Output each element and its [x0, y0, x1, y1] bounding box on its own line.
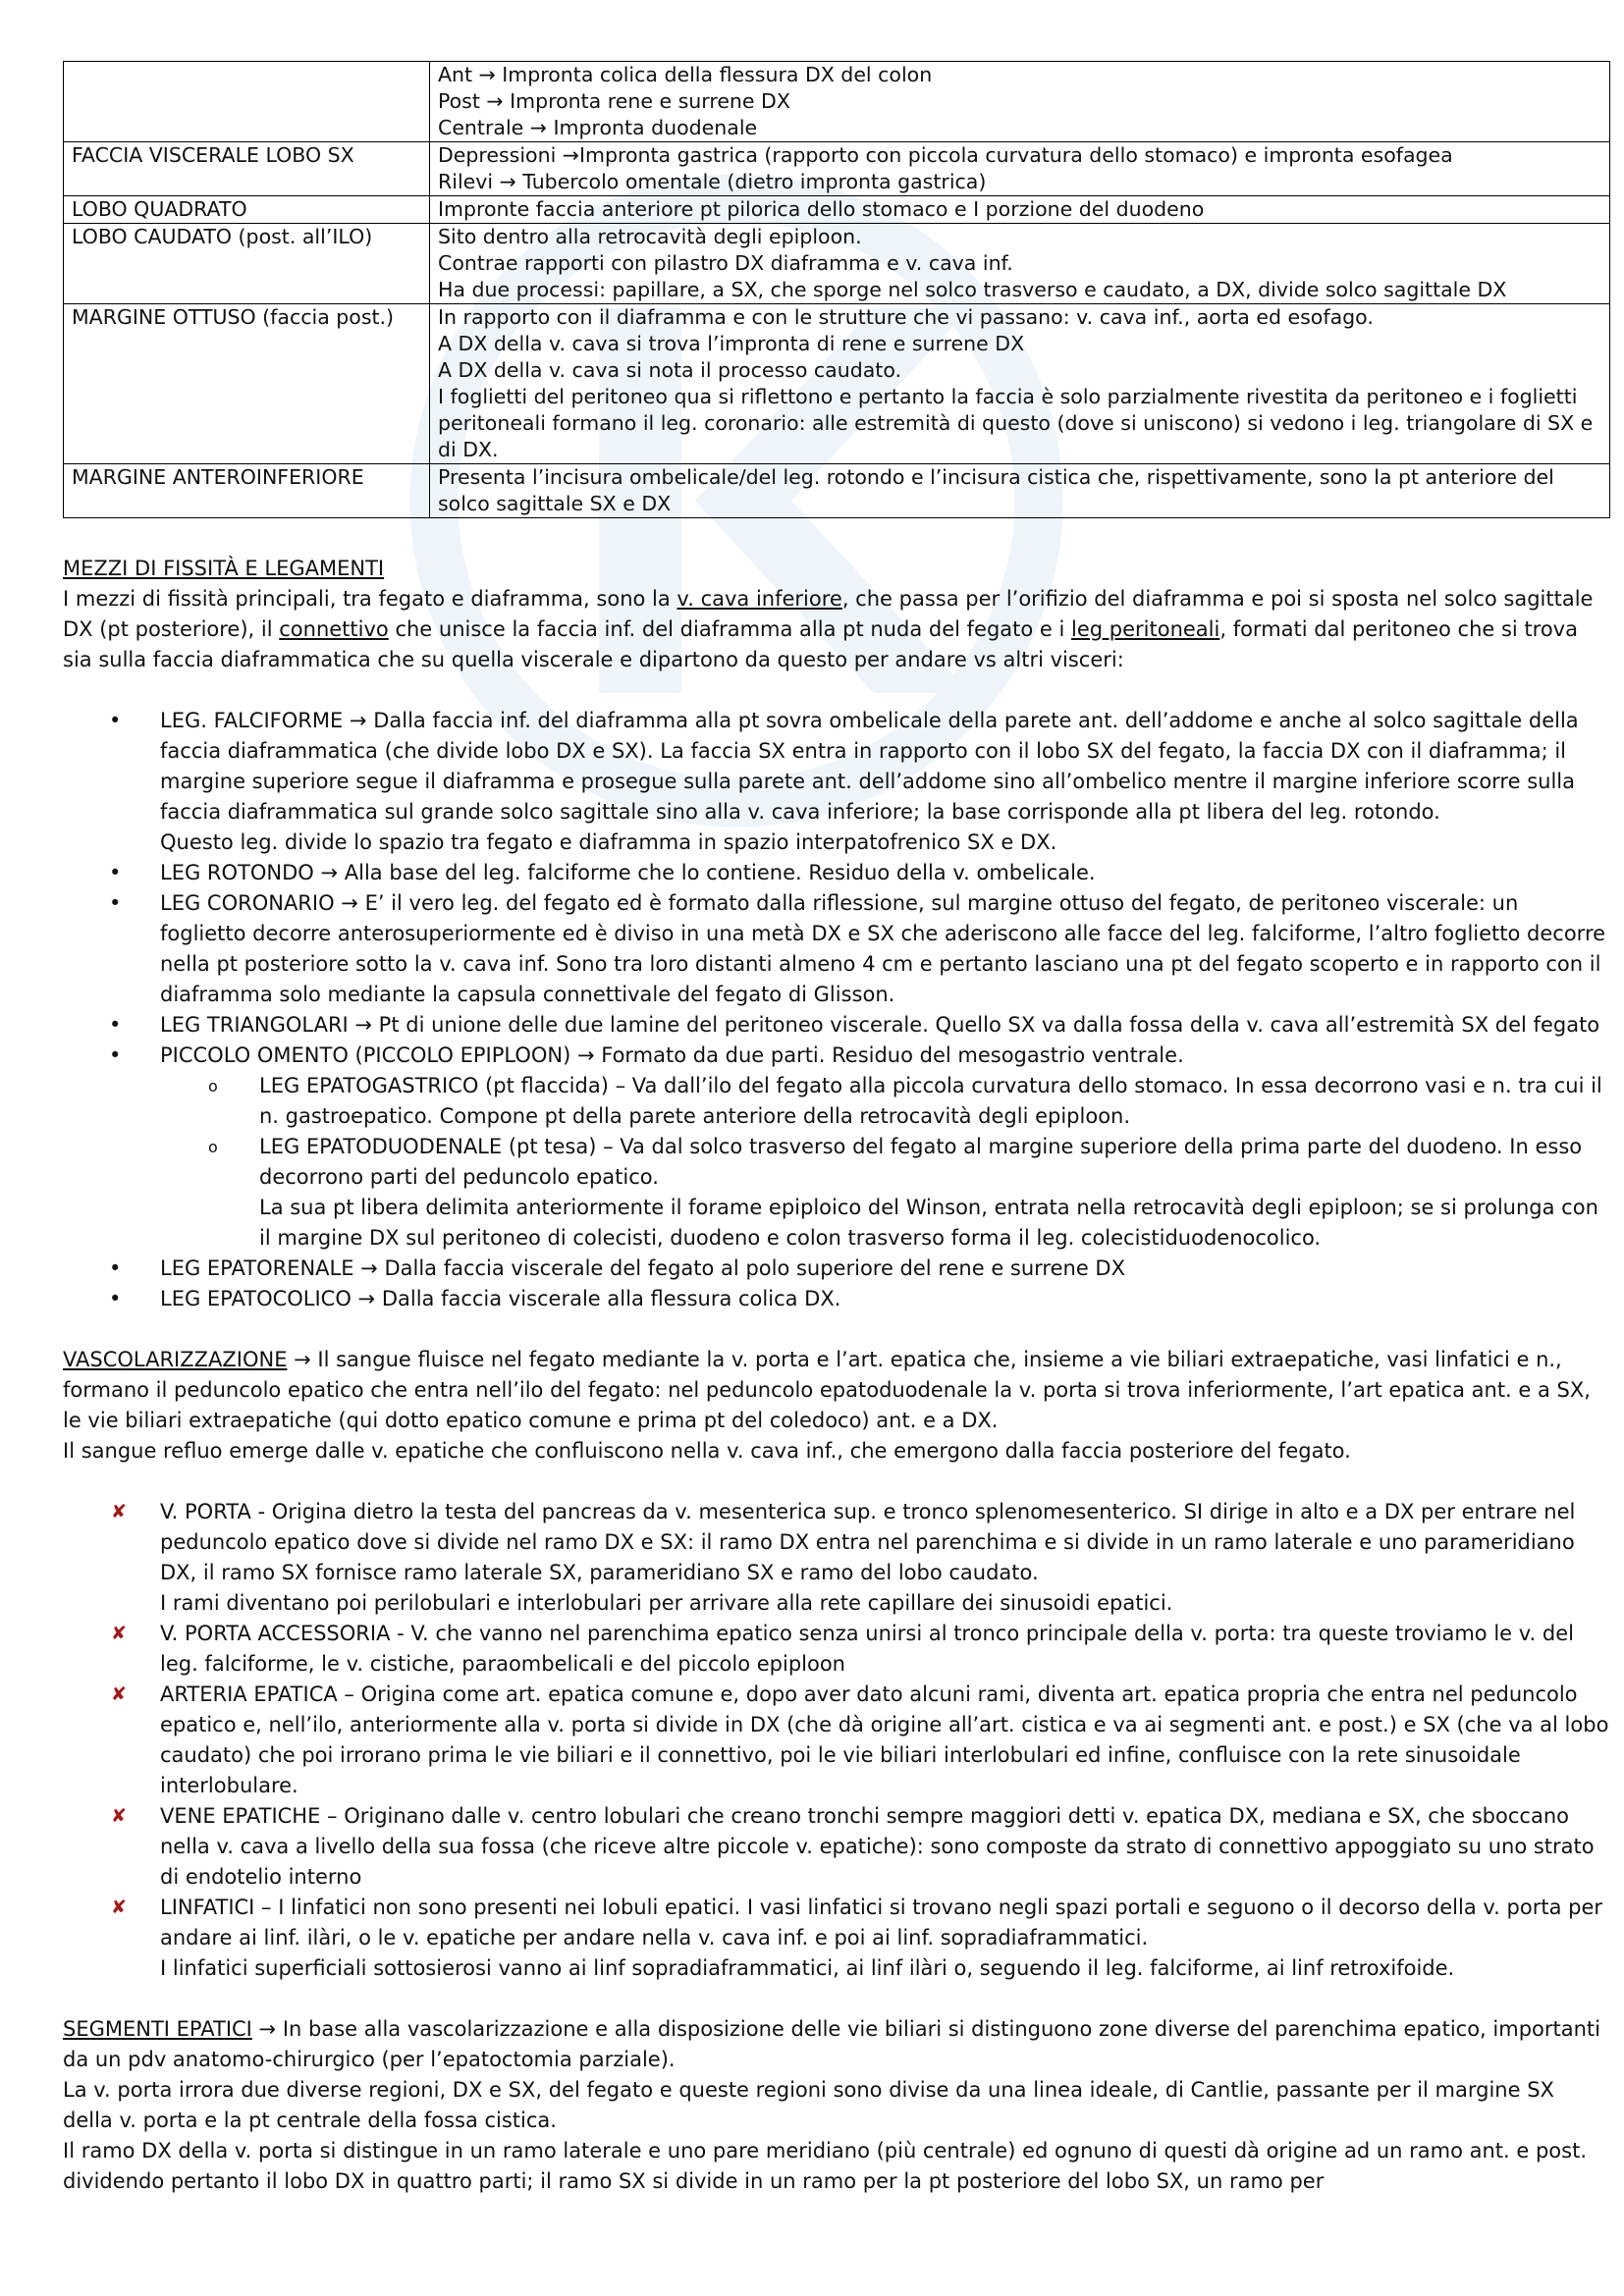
cell-line: Impronte faccia anteriore pt pilorica dello stomaco e I porzione del duodeno [438, 197, 1205, 221]
text-span: → In base alla vascolarizzazione e alla disposizione delle vie biliari si distinguono zone diverse del parenchima epatico, importanti da un pdv anatomo-chirurgico (per l’epatoctomia parziale). [63, 2017, 1600, 2071]
table-cell-label [64, 62, 430, 142]
table-cell-content [430, 196, 1610, 224]
table-row [64, 62, 1610, 142]
table-cell-label: MARGINE ANTEROINFERIORE [64, 464, 430, 518]
item-continuation: I rami diventano poi perilobulari e interlobulari per arrivare alla rete capillare dei sinusoidi epatici. [160, 1591, 1173, 1615]
table-row [64, 224, 1610, 304]
vessel-list [63, 1497, 1610, 1984]
ligament-list [63, 706, 1610, 1314]
paragraph: Il sangue refluo emerge dalle v. epatiche che confluiscono nella v. cava inf., che emergono dalla faccia posteriore del fegato. [63, 1439, 1351, 1463]
list-item [63, 888, 1610, 1010]
paragraph: Il ramo DX della v. porta si distingue in un ramo laterale e uno pare meridiano (più centrale) ed ognuno di questi dà origine ad un ramo ant. e post. dividendo pertanto il lobo DX in quattro parti; il ramo SX si divide in un ramo per la pt posteriore del lobo SX, un ramo per [63, 2139, 1588, 2193]
table-cell-label: LOBO QUADRATO [64, 196, 430, 224]
bullet-icon: • [109, 1256, 122, 1280]
table-row [64, 142, 1610, 196]
underlined-term: leg peritoneali [1071, 617, 1220, 641]
text-span: , formati dal peritoneo che si trova sia sulla faccia diaframmatica che su quella viscerale e dipartono da questo per andare vs altri visceri: [63, 617, 1578, 671]
cell-line: Ant → Impronta colica della flessura DX del colon [438, 63, 933, 86]
list-item [63, 1254, 1610, 1284]
list-item [63, 1893, 1610, 1984]
cell-line: A DX della v. cava si trova l’impronta di rene e surrene DX [438, 332, 1025, 355]
item-text: VENE EPATICHE – Originano dalle v. centro lobulari che creano tronchi sempre maggiori detti v. epatica DX, mediana e SX, che sboccano nella v. cava a livello della sua fossa (che riceve altre piccole v. epatiche): sono composte da strato di connettivo appoggiato su uno strato di endotelio interno [160, 1804, 1595, 1889]
cell-line: Sito dentro alla retrocavità degli epiploon. [438, 225, 862, 248]
item-text: LEG. FALCIFORME → Dalla faccia inf. del diaframma alla pt sovra ombelicale della parete ant. dell’addome e anche al solco sagittale della faccia diaframmatica (che divide lobo DX e SX). La faccia SX entra in rapporto con il lobo SX del fegato, la faccia DX con il diaframma; il margine superiore segue il diaframma e prosegue sulla parete ant. dell’addome sino all’ombelico mentre il margine inferiore scorre sulla faccia diaframmatica sul grande solco sagittale sino alla v. cava inferiore; la base corrisponde alla pt libera del leg. rotondo. [160, 709, 1579, 824]
section-heading: SEGMENTI EPATICI [63, 2017, 252, 2041]
cell-line: Centrale → Impronta duodenale [438, 116, 758, 139]
table-cell-label: LOBO CAUDATO (post. all’ILO) [64, 224, 430, 304]
text-span: → Il sangue fluisce nel fegato mediante la v. porta e l’art. epatica che, insieme a vie biliari extraepatiche, vasi linfatici e n., formano il peduncolo epatico che entra nell’ilo del fegato: nel peduncolo epatoduodenale la v. porta si trova inferiormente, l’art epatica ant. e a SX, le vie biliari extraepatiche (qui dotto epatico comune e prima pt del coledoco) ant. e a DX. [63, 1348, 1591, 1432]
table-row [64, 196, 1610, 224]
list-item [63, 706, 1610, 858]
bullet-icon: • [109, 891, 122, 915]
item-text: LEG EPATODUODENALE (pt tesa) – Va dal solco trasverso del fegato al margine superiore della prima parte del duodeno. In esso decorrono parti del peduncolo epatico. [259, 1135, 1583, 1189]
list-item [63, 1010, 1610, 1041]
text-span: I mezzi di fissità principali, tra fegato e diaframma, sono la [63, 587, 671, 611]
liver-table [63, 61, 1610, 518]
section-heading: MEZZI DI FISSITÀ E LEGAMENTI [63, 557, 385, 580]
table-row [64, 304, 1610, 464]
section-mezzi [63, 554, 1610, 1314]
table-cell-content [430, 62, 1610, 142]
text-span: che unisce la faccia inf. del diaframma alla pt nuda del fegato e i [395, 617, 1065, 641]
bullet-icon: • [109, 861, 122, 884]
item-continuation: La sua pt libera delimita anteriormente il forame epiploico del Winson, entrata nella retrocavità degli epiploon; se si prolunga con il margine DX sul peritoneo di colecisti, duodeno e colon trasverso forma il leg. colecistiduodenocolico. [259, 1196, 1598, 1250]
sub-list-item [63, 1132, 1610, 1254]
section-vascolarizzazione [63, 1345, 1610, 1984]
table-cell-label: FACCIA VISCERALE LOBO SX [64, 142, 430, 196]
item-text: V. PORTA - Origina dietro la testa del pancreas da v. mesenterica sup. e tronco splenomesenterico. SI dirige in alto e a DX per entrare nel peduncolo epatico dove si divide nel ramo DX e SX: il ramo DX entra nel parenchima e si divide in un ramo laterale e uno parameridiano DX, il ramo SX fornisce ramo laterale SX, parameridiano SX e ramo del lobo caudato. [160, 1500, 1576, 1584]
paragraph [63, 2014, 1610, 2075]
cross-icon: ✘ [111, 1896, 127, 1918]
cell-line: A DX della v. cava si nota il processo caudato. [438, 358, 902, 382]
sub-list-item [63, 1071, 1610, 1132]
cell-line: Post → Impronta rene e surrene DX [438, 89, 790, 113]
paragraph: La v. porta irrora due diverse regioni, DX e SX, del fegato e queste regioni sono divise da una linea ideale, di Cantlie, passante per il margine SX della v. porta e la pt centrale della fossa cistica. [63, 2078, 1554, 2132]
table-cell-content [430, 142, 1610, 196]
underlined-term: connettivo [279, 617, 389, 641]
list-item [63, 1680, 1610, 1801]
item-text: ARTERIA EPATICA – Origina come art. epatica comune e, dopo aver dato alcuni rami, diventa art. epatica propria che entra nel peduncolo epatico e, nell’ilo, anteriormente alla v. porta si divide in DX (che dà origine all’art. cistica e va ai segmenti ant. e post.) e SX (che va al lobo caudato) che poi irrorano prima le vie biliari e il connettivo, poi le vie biliari interlobulari ed infine, confluisce con la rete sinusoidale interlobulare. [160, 1682, 1609, 1797]
bullet-icon: • [109, 1013, 122, 1037]
circle-bullet-icon: o [208, 1077, 218, 1095]
table-row [64, 464, 1610, 518]
table-cell-content [430, 304, 1610, 464]
paragraph [63, 584, 1610, 675]
bullet-icon: • [109, 1287, 122, 1310]
item-text: LEG EPATOCOLICO → Dalla faccia viscerale alla flessura colica DX. [160, 1287, 841, 1310]
item-continuation: Questo leg. divide lo spazio tra fegato e diaframma in spazio interpatofrenico SX e DX. [160, 830, 1057, 854]
cell-line: Contrae rapporti con pilastro DX diaframma e v. cava inf. [438, 251, 1013, 275]
cell-line: Ha due processi: papillare, a SX, che sporge nel solco trasverso e caudato, a DX, divide solco sagittale DX [438, 278, 1507, 301]
item-text: LINFATICI – I linfatici non sono presenti nei lobuli epatici. I vasi linfatici si trovano negli spazi portali e seguono o il decorso della v. porta per andare ai linf. ilàri, o le v. epatiche per andare nella v. cava inf. e poi ai linf. sopradiaframmatici. [160, 1896, 1602, 1949]
cross-icon: ✘ [111, 1683, 127, 1705]
item-text: LEG TRIANGOLARI → Pt di unione delle due lamine del peritoneo viscerale. Quello SX va dalla fossa della v. cava all’estremità SX del fegato [160, 1013, 1600, 1037]
item-continuation: I linfatici superficiali sottosierosi vanno ai linf sopradiaframmatici, ai linf ilàri o, seguendo il leg. falciforme, ai linf retroxifoide. [160, 1956, 1455, 1980]
section-segmenti [63, 2014, 1610, 2197]
cell-line: In rapporto con il diaframma e con le strutture che vi passano: v. cava inf., aorta ed esofago. [438, 305, 1374, 329]
item-text: V. PORTA ACCESSORIA - V. che vanno nel parenchima epatico senza unirsi al tronco principale della v. porta: tra queste troviamo le v. del leg. falciforme, le v. cistiche, paraombelicali e del piccolo epiploon [160, 1622, 1574, 1676]
underlined-term: v. cava inferiore [677, 587, 842, 611]
item-text: PICCOLO OMENTO (PICCOLO EPIPLOON) → Formato da due parti. Residuo del mesogastrio ventrale. [160, 1043, 1184, 1067]
item-text: LEG EPATOGASTRICO (pt flaccida) – Va dall’ilo del fegato alla piccola curvatura dello stomaco. In essa decorrono vasi e n. tra cui il n. gastroepatico. Compone pt della parete anteriore della retrocavità degli epiploon. [259, 1074, 1602, 1128]
item-text: LEG ROTONDO → Alla base del leg. falciforme che lo contiene. Residuo della v. ombelicale. [160, 861, 1096, 884]
item-text: LEG EPATORENALE → Dalla faccia viscerale del fegato al polo superiore del rene e surrene DX [160, 1256, 1125, 1280]
section-heading: VASCOLARIZZAZIONE [63, 1348, 288, 1371]
circle-bullet-icon: o [208, 1138, 218, 1156]
cell-line: Presenta l’incisura ombelicale/del leg. rotondo e l’incisura cistica che, rispettivamente, sono la pt anteriore del solco sagittale SX e DX [438, 465, 1554, 515]
list-item [63, 1284, 1610, 1314]
table-cell-content [430, 224, 1610, 304]
text-span: , che passa per l’orifizio del diaframma e poi si sposta nel solco sagittale DX (pt posteriore), il [63, 587, 1594, 641]
list-item [63, 1497, 1610, 1619]
cross-icon: ✘ [111, 1623, 127, 1644]
table-cell-label: MARGINE OTTUSO (faccia post.) [64, 304, 430, 464]
list-item [63, 1041, 1610, 1071]
list-item [63, 1619, 1610, 1680]
table-cell-content [430, 464, 1610, 518]
list-item [63, 858, 1610, 888]
paragraph [63, 1345, 1610, 1436]
cell-line: Depressioni →Impronta gastrica (rapporto con piccola curvatura dello stomaco) e impronta esofagea [438, 143, 1453, 167]
item-text: LEG CORONARIO → E’ il vero leg. del fegato ed è formato dalla riflessione, sul margine ottuso del fegato, de peritoneo viscerale: un foglietto decorre anterosuperiormente ed è diviso in una metà DX e SX che aderiscono alle facce del leg. falciforme, l’altro foglietto decorre nella pt posteriore sotto la v. cava inf. Sono tra loro distanti almeno 4 cm e pertanto lasciano una pt del fegato scoperto e in rapporto con il diaframma solo mediante la capsula connettivale del fegato di Glisson. [160, 891, 1606, 1006]
cell-line: I foglietti del peritoneo qua si riflettono e pertanto la faccia è solo parzialmente rivestita da peritoneo e i foglietti peritoneali formano il leg. coronario: alle estremità di questo (dove si uniscono) si vedono i leg. triangolare di SX e di DX. [438, 385, 1594, 461]
cross-icon: ✘ [111, 1805, 127, 1827]
cross-icon: ✘ [111, 1501, 127, 1522]
page [63, 61, 1610, 2197]
bullet-icon: • [109, 1043, 122, 1067]
bullet-icon: • [109, 709, 122, 732]
list-item [63, 1801, 1610, 1893]
cell-line: Rilevi → Tubercolo omentale (dietro impronta gastrica) [438, 170, 987, 193]
